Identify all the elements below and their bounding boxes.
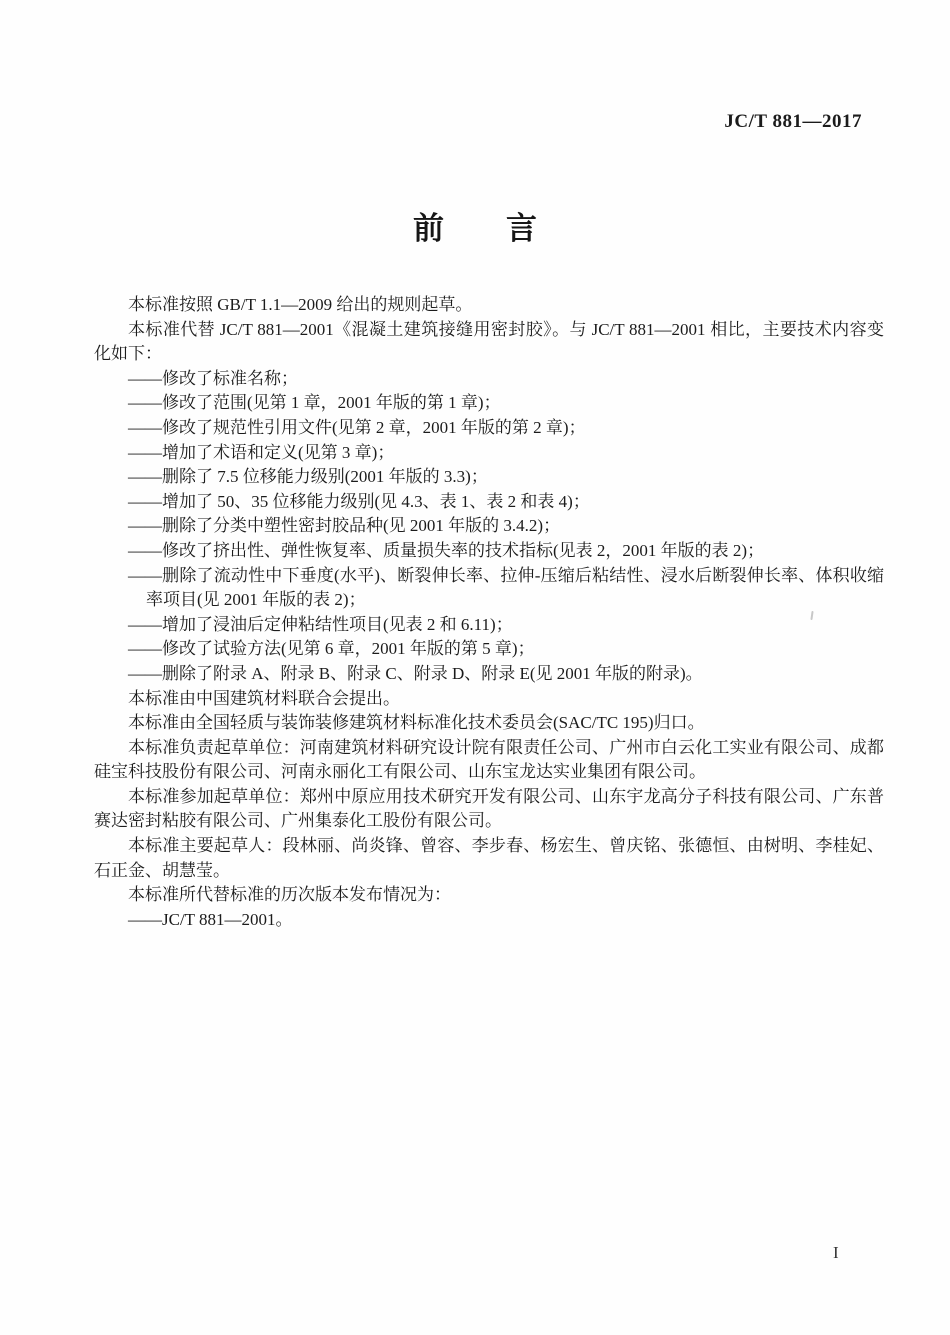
previous-editions-intro: 本标准所代替标准的历次版本发布情况为： bbox=[128, 885, 451, 905]
change-list-item-terms: ——增加了术语和定义(见第 3 章)； bbox=[128, 442, 395, 462]
foreword-title: 前 言 bbox=[413, 211, 537, 246]
replacement-statement: 本标准代替 JC/T 881—2001《混凝土建筑接缝用密封胶》。与 JC/T 881—2001 相比，主要技术内容变化如下： bbox=[94, 319, 884, 364]
foreword-body bbox=[94, 293, 884, 932]
change-list-item-normative-refs: ——修改了规范性引用文件(见第 2 章，2001 年版的第 2 章)； bbox=[128, 417, 586, 437]
change-list-item-deleted-test-items: ——删除了流动性中下垂度(水平)、断裂伸长率、拉伸-压缩后粘结性、浸水后断裂伸长率、体积收缩率项目(见 2001 年版的表 2)； bbox=[128, 565, 884, 610]
page-number: I bbox=[833, 1243, 839, 1262]
change-list-item-deleted-75-class: ——删除了 7.5 位移能力级别(2001 年版的 3.3)； bbox=[128, 467, 488, 487]
main-drafters: 本标准主要起草人：段林丽、尚炎锋、曾容、李步春、杨宏生、曾庆铭、张德恒、由树明、李桂妃、石正金、胡慧莹。 bbox=[94, 836, 884, 880]
chief-drafting-units: 本标准负责起草单位：河南建筑材料研究设计院有限责任公司、广州市白云化工实业有限公司、成都硅宝科技股份有限公司、河南永丽化工有限公司、山东宝龙达实业集团有限公司。 bbox=[94, 737, 884, 782]
change-list-item-name: ——修改了标准名称； bbox=[128, 368, 298, 388]
change-list-item-deleted-annexes: ——删除了附录 A、附录 B、附录 C、附录 D、附录 E(见 2001 年版的附录)。 bbox=[128, 663, 703, 683]
change-list-item-test-methods: ——修改了试验方法(见第 6 章，2001 年版的第 5 章)； bbox=[128, 639, 535, 659]
drafting-rule-statement: 本标准按照 GB/T 1.1—2009 给出的规则起草。 bbox=[128, 295, 473, 314]
standard-number-header: JC/T 881—2017 bbox=[724, 111, 862, 132]
proposer-statement: 本标准由中国建筑材料联合会提出。 bbox=[128, 688, 400, 708]
previous-edition-item: ——JC/T 881—2001。 bbox=[128, 909, 293, 929]
change-list-item-modified-indicators: ——修改了挤出性、弹性恢复率、质量损失率的技术指标(见表 2，2001 年版的表 2)； bbox=[128, 540, 765, 560]
change-list-item-added-oil-immersion: ——增加了浸油后定伸粘结性项目(见表 2 和 6.11)； bbox=[128, 614, 513, 634]
change-list-item-deleted-plastic-type: ——删除了分类中塑性密封胶品种(见 2001 年版的 3.4.2)； bbox=[128, 516, 561, 536]
centralized-body-statement: 本标准由全国轻质与装饰装修建筑材料标准化技术委员会(SAC/TC 195)归口。 bbox=[128, 713, 705, 733]
change-list-item-added-50-35-class: ——增加了 50、35 位移能力级别(见 4.3、表 1、表 2 和表 4)； bbox=[128, 491, 590, 511]
change-list-item-scope: ——修改了范围(见第 1 章，2001 年版的第 1 章)； bbox=[128, 393, 501, 413]
participating-drafting-units: 本标准参加起草单位：郑州中原应用技术研究开发有限公司、山东宇龙高分子科技有限公司、广东普赛达密封粘胶有限公司、广州集泰化工股份有限公司。 bbox=[94, 786, 884, 831]
